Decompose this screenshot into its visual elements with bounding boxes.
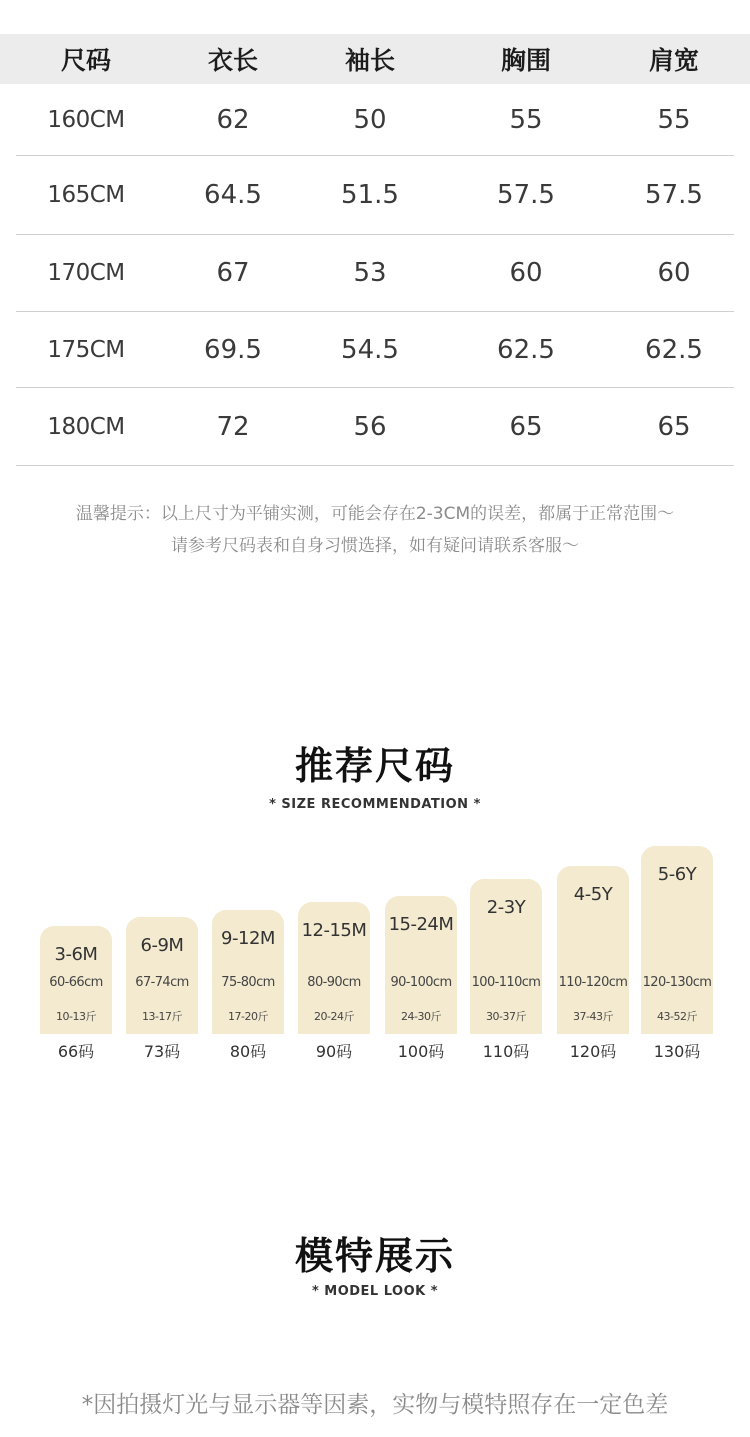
size-bar [385,896,457,1034]
bar-weight-label: 37-43斤 [573,1010,613,1023]
bar-weight-label: 20-24斤 [314,1010,354,1023]
table-row [16,156,734,235]
color-disclaimer: *因拍摄灯光与显示器等因素，实物与模特照存在一定色差 [81,1392,669,1418]
bar-height-label: 90-100cm [390,975,452,990]
size-bar [212,910,284,1034]
table-header-cell: 胸围 [500,46,552,75]
measurement-cell: 50 [353,104,387,135]
table-row [16,388,734,466]
bar-height-label: 80-90cm [307,975,361,990]
bar-height-label: 67-74cm [135,975,189,990]
size-bar [641,846,713,1034]
model-subtitle: * MODEL LOOK * [311,1284,439,1299]
table-header-cell: 尺码 [60,46,112,75]
bar-weight-label: 30-37斤 [486,1010,526,1023]
measurement-cell: 69.5 [204,334,262,365]
bar-code-label: 66码 [57,1042,95,1061]
table-row [16,235,734,312]
size-label-cell: 170CM [47,260,125,286]
measurement-cell: 56 [353,411,387,442]
size-label-cell: 180CM [47,413,125,440]
size-label-cell: 160CM [47,106,125,133]
table-body [0,84,750,466]
bar-height-label: 120-130cm [642,975,712,990]
size-note-line-2: 请参考尺码表和自身习惯选择，如有疑问请联系客服～ [171,536,579,556]
measurement-cell: 64.5 [204,180,262,210]
recommend-subtitle: * SIZE RECOMMENDATION * [269,797,481,812]
bar-age-label: 2-3Y [486,897,526,918]
measurement-cell: 57.5 [497,180,555,210]
measurement-cell: 55 [657,104,691,135]
measurement-cell: 62.5 [497,334,555,365]
bar-code-label: 73码 [143,1042,181,1061]
bar-code-label: 130码 [653,1042,701,1061]
bar-weight-label: 10-13斤 [56,1010,96,1023]
bar-weight-label: 13-17斤 [142,1010,182,1023]
size-note-line-1: 温馨提示：以上尺寸为平铺实测，可能会存在2-3CM的误差，都属于正常范围～ [75,504,675,524]
measurement-cell: 57.5 [645,180,703,210]
table-header-cell: 袖长 [344,46,396,75]
measurement-cell: 67 [216,258,250,288]
measurement-cell: 72 [216,411,250,442]
size-bar [126,917,198,1034]
size-label-cell: 165CM [47,182,125,208]
bar-height-label: 100-110cm [471,975,541,990]
measurement-cell: 60 [657,258,691,288]
table-header-cell: 衣长 [207,46,259,75]
measurement-cell: 65 [509,411,543,442]
measurement-cell: 53 [353,258,387,288]
size-bar [557,866,629,1034]
size-bar [470,879,542,1034]
model-title: 模特展示 [294,1234,455,1278]
bar-age-label: 15-24M [388,914,454,935]
bar-weight-label: 43-52斤 [657,1010,697,1023]
bar-code-label: 80码 [229,1042,267,1061]
table-row [16,84,734,156]
table-header [0,34,750,84]
recommend-title: 推荐尺码 [294,744,455,788]
size-bar [298,902,370,1034]
measurement-cell: 62 [216,104,250,135]
size-label-cell: 175CM [47,336,125,363]
size-table [0,34,750,466]
table-row [16,312,734,388]
bar-height-label: 110-120cm [558,975,628,990]
bar-code-label: 90码 [315,1042,353,1061]
size-note [0,498,750,562]
size-recommendation-chart [0,840,750,1070]
measurement-cell: 62.5 [645,334,703,365]
measurement-cell: 54.5 [341,334,399,365]
bar-height-label: 75-80cm [221,975,275,990]
bar-weight-label: 24-30斤 [401,1010,441,1023]
bar-code-label: 120码 [569,1042,617,1061]
bar-code-label: 110码 [482,1042,530,1061]
measurement-cell: 51.5 [341,180,399,210]
bar-age-label: 12-15M [301,920,367,941]
measurement-cell: 55 [509,104,543,135]
bar-height-label: 60-66cm [49,975,103,990]
size-bar [40,926,112,1034]
bar-age-label: 9-12M [221,928,275,949]
table-header-cell: 肩宽 [648,46,700,75]
bar-code-label: 100码 [397,1042,445,1061]
bar-weight-label: 17-20斤 [228,1010,268,1023]
bar-age-label: 6-9M [140,935,184,956]
bar-age-label: 5-6Y [657,864,697,885]
bar-age-label: 3-6M [54,944,98,965]
bar-age-label: 4-5Y [573,884,613,905]
measurement-cell: 60 [509,258,543,288]
measurement-cell: 65 [657,411,691,442]
